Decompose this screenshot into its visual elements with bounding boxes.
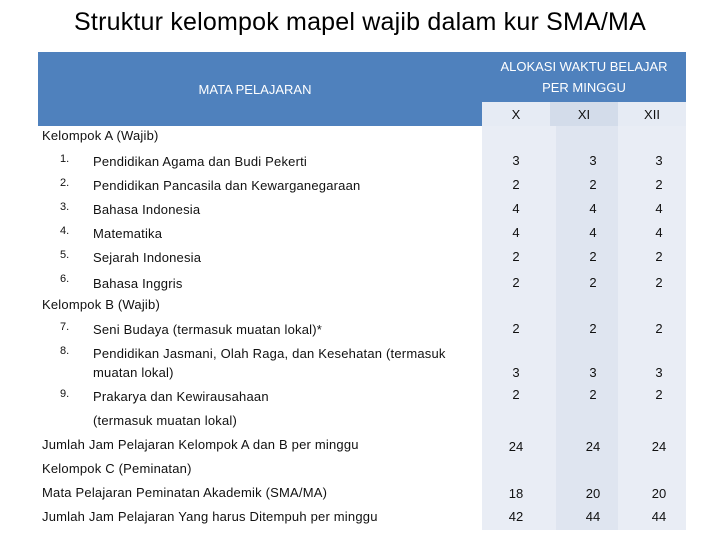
grade-header-x: X: [482, 102, 550, 126]
row-number: 7.: [60, 321, 70, 333]
hours-x: 2: [512, 249, 520, 264]
group-a-label: Kelompok A (Wajib): [42, 128, 159, 143]
hours-xii: 2: [655, 177, 663, 192]
grand-total-xi: 44: [585, 509, 601, 524]
subject-name: Pendidikan Pancasila dan Kewarganegaraan: [93, 178, 361, 193]
hours-xii: 4: [655, 225, 663, 240]
hours-xii: 2: [655, 387, 663, 402]
subject-name: Pendidikan Agama dan Budi Pekerti: [93, 154, 308, 169]
peminatan-xi: 20: [585, 486, 601, 501]
subject-name: Sejarah Indonesia: [93, 250, 202, 265]
row-number: 9.: [60, 388, 70, 400]
hours-xi: 2: [589, 177, 597, 192]
hours-xi: 2: [589, 387, 597, 402]
hours-xii: 2: [655, 321, 663, 336]
hours-xi: 2: [589, 249, 597, 264]
hours-xii: 3: [655, 365, 663, 380]
hours-xi: 3: [589, 365, 597, 380]
row-number: 5.: [60, 249, 70, 261]
grand-total-xii: 44: [651, 509, 667, 524]
hours-xii: 4: [655, 201, 663, 216]
hours-x: 4: [512, 225, 520, 240]
total-ab-label: Jumlah Jam Pelajaran Kelompok A dan B per minggu: [42, 437, 359, 452]
peminatan-label: Mata Pelajaran Peminatan Akademik (SMA/MA): [42, 485, 328, 500]
subject-name-line2: (termasuk muatan lokal): [93, 413, 238, 428]
subject-name-line2: muatan lokal): [93, 365, 174, 380]
hours-x: 3: [512, 153, 520, 168]
subject-name-line1: Pendidikan Jasmani, Olah Raga, dan Kesehatan (termasuk: [93, 346, 446, 361]
subject-name: Bahasa Inggris: [93, 276, 183, 291]
total-ab-xii: 24: [651, 439, 667, 454]
page-title: Struktur kelompok mapel wajib dalam kur SMA/MA: [74, 8, 646, 36]
hours-xi: 3: [589, 153, 597, 168]
curriculum-table: [38, 52, 686, 530]
group-b-label: Kelompok B (Wajib): [42, 297, 160, 312]
hours-x: 4: [512, 201, 520, 216]
hours-xi: 4: [589, 201, 597, 216]
subject-name: Seni Budaya (termasuk muatan lokal)*: [93, 322, 323, 337]
grand-total-x: 42: [508, 509, 524, 524]
total-ab-xi: 24: [585, 439, 601, 454]
subject-name: Matematika: [93, 226, 163, 241]
subject-name-line1: Prakarya dan Kewirausahaan: [93, 389, 269, 404]
row-number: 2.: [60, 177, 70, 189]
hours-xi: 2: [589, 275, 597, 290]
row-number: 3.: [60, 201, 70, 213]
row-number: 6.: [60, 273, 70, 285]
group-c-label: Kelompok C (Peminatan): [42, 461, 192, 476]
peminatan-x: 18: [508, 486, 524, 501]
allocation-header-line1: ALOKASI WAKTU BELAJAR: [500, 59, 668, 74]
hours-xii: 2: [655, 275, 663, 290]
grand-total-label: Jumlah Jam Pelajaran Yang harus Ditempuh per minggu: [42, 509, 378, 524]
hours-x: 2: [512, 321, 520, 336]
row-number: 8.: [60, 345, 70, 357]
hours-xi: 2: [589, 321, 597, 336]
hours-x: 2: [512, 387, 520, 402]
hours-x: 2: [512, 177, 520, 192]
hours-xii: 2: [655, 249, 663, 264]
allocation-header: [482, 52, 686, 102]
subject-name: Bahasa Indonesia: [93, 202, 201, 217]
total-ab-x: 24: [508, 439, 524, 454]
allocation-header-line2: PER MINGGU: [542, 80, 626, 95]
hours-x: 3: [512, 365, 520, 380]
peminatan-xii: 20: [651, 486, 667, 501]
grade-header-xi: XI: [550, 102, 618, 126]
subject-column-header: MATA PELAJARAN: [38, 52, 482, 126]
hours-x: 2: [512, 275, 520, 290]
grade-header-xii: XII: [618, 102, 686, 126]
hours-xi: 4: [589, 225, 597, 240]
hours-xii: 3: [655, 153, 663, 168]
row-number: 4.: [60, 225, 70, 237]
row-number: 1.: [60, 153, 70, 165]
